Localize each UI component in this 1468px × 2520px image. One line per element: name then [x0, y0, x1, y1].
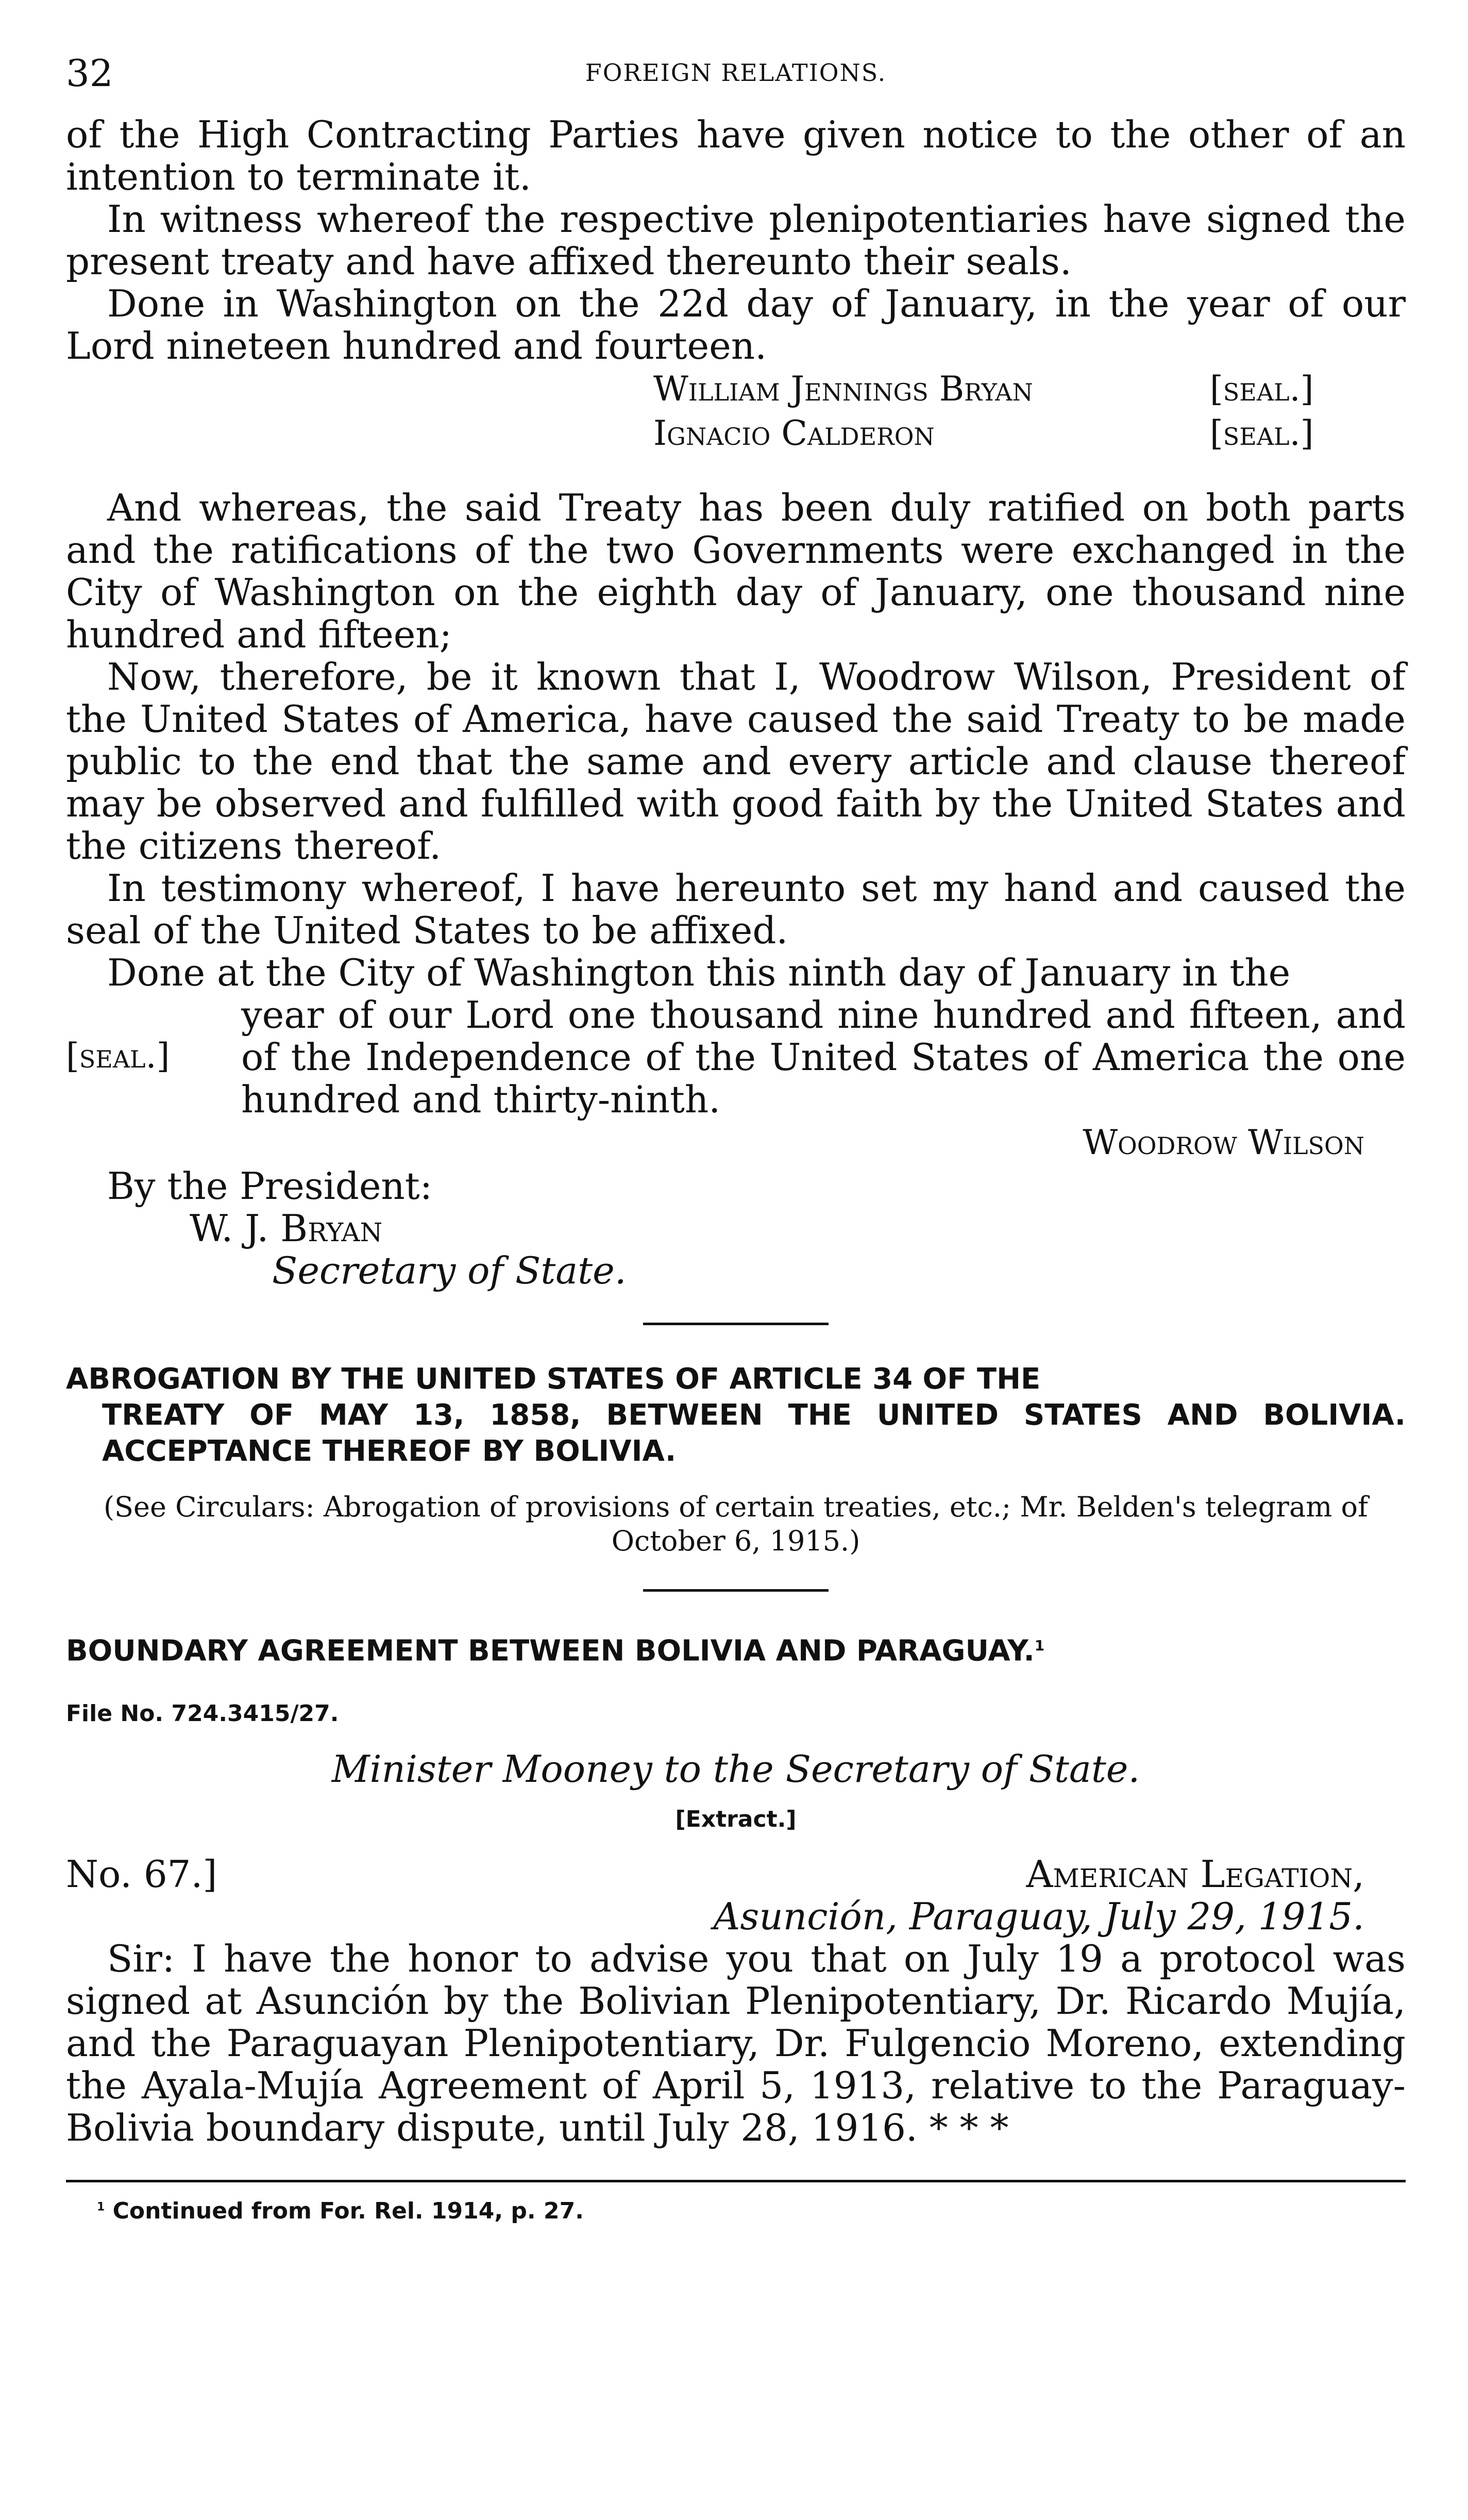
- proclamation-paragraph-2: Now, therefore, be it known that I, Woodrow Wilson, President of the United States of America, have caused the said Treaty to be made public to the end that the same and every article and clause thereof may be observed and fulfilled with good faith by the United States and the citizens thereof.: [66, 655, 1406, 867]
- footnote: [66, 2198, 1406, 2224]
- extract-label: [Extract.]: [675, 1806, 797, 1832]
- footnote-rule: [66, 2180, 1406, 2182]
- heading-text: BOUNDARY AGREEMENT BETWEEN BOLIVIA AND PARAGUAY.: [66, 1634, 1035, 1668]
- section-divider: [643, 1589, 829, 1592]
- place-date: Asunción, Paraguay, July 29, 1915.: [713, 1894, 1364, 1938]
- file-number: File No. 724.3415/27.: [66, 1700, 339, 1727]
- treaty-paragraph-1: of the High Contracting Parties have given notice to the other of an intention to terminate it.: [66, 113, 1406, 198]
- section-heading-abrogation: [66, 1361, 1406, 1470]
- seal-mark: [seal.]: [66, 1036, 170, 1076]
- signature-name: Ignacio Calderon: [653, 413, 935, 453]
- treaty-paragraph-2: In witness whereof the respective plenipotentiaries have signed the present treaty and have affixed thereunto their seals.: [66, 197, 1406, 283]
- legation-block: [713, 1853, 1406, 1938]
- signature-row-1: [653, 367, 1406, 411]
- running-title: FOREIGN RELATIONS.: [585, 59, 887, 87]
- seal-mark: [seal.]: [1210, 369, 1314, 409]
- done-at-first-line: Done at the City of Washington this ninth day of January in the: [107, 951, 1291, 994]
- treaty-paragraph-3: Done in Washington on the 22d day of January, in the year of our Lord nineteen hundred and fourteen.: [66, 282, 1406, 368]
- letter-heading: [66, 1853, 1406, 1938]
- page-number: 32: [66, 52, 113, 95]
- seal-mark: [seal.]: [1210, 413, 1314, 453]
- footnote-mark: 1: [97, 2200, 105, 2213]
- section-heading-boundary: [66, 1628, 1406, 1670]
- signature-row-2: [653, 411, 1406, 456]
- countersigner-title: Secretary of State.: [272, 1249, 627, 1292]
- letter-body: Sir: I have the honor to advise you that on July 19 a protocol was signed at Asunción by the Bolivian Plenipotentiary, Dr. Ricardo Mujía, and the Paraguayan Plenipotentiary, Dr. Fulgencio Moreno, extending the Ayala-Mujía Agreement of April 5, 1913, relative to the Paraguay-Bolivia boundary dispute, until July 28, 1916. * * *: [66, 1937, 1406, 2149]
- signer-name: Woodrow Wilson: [1083, 1123, 1364, 1162]
- by-the-president: By the President:: [107, 1164, 432, 1208]
- signature-name: William Jennings Bryan: [653, 369, 1033, 409]
- document-page: [66, 52, 1406, 2224]
- done-at-continuation: year of our Lord one thousand nine hundred and fifteen, and of the Independence of the United States of America the one hundred and thirty-ninth.: [241, 993, 1406, 1121]
- page-header: [66, 52, 1406, 113]
- done-at-block: [66, 952, 1406, 1121]
- proclamation-paragraph-1: And whereas, the said Treaty has been duly ratified on both parts and the ratifications of the two Governments were exchanged in the City of Washington on the eighth day of January, one thousand nine hundred and fifteen;: [66, 486, 1406, 656]
- see-circulars-note: (See Circulars: Abrogation of provisions of certain treaties, etc.; Mr. Belden's telegram of October 6, 1915.): [103, 1491, 1369, 1557]
- heading-line-1: ABROGATION BY THE UNITED STATES OF ARTICLE 34 OF THE: [66, 1362, 1041, 1396]
- section-divider: [643, 1323, 829, 1325]
- countersigner-name: W. J. Bryan: [190, 1207, 383, 1250]
- footnote-text: Continued from For. Rel. 1914, p. 27.: [112, 2197, 584, 2224]
- proclamation-paragraph-3: In testimony whereof, I have hereunto set my hand and caused the seal of the United States to be affixed.: [66, 866, 1406, 952]
- letter-title: Minister Mooney to the Secretary of State.: [331, 1747, 1140, 1791]
- heading-line-rest: TREATY OF MAY 13, 1858, BETWEEN THE UNITED STATES AND BOLIVIA. ACCEPTANCE THEREOF BY BOLIVIA.: [102, 1398, 1406, 1468]
- legation-name: American Legation,: [1026, 1852, 1364, 1896]
- footnote-reference: 1: [1034, 1637, 1045, 1654]
- document-number: No. 67.]: [66, 1852, 217, 1896]
